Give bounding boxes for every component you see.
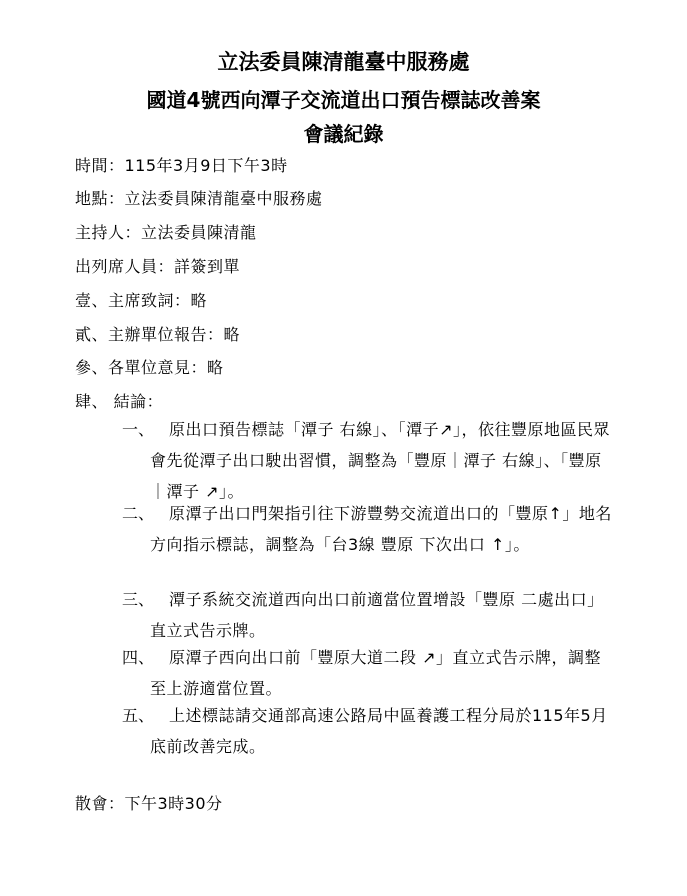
conclusion-item [122,700,612,762]
section-conclusions-heading: 肆、 結論： [75,392,164,411]
section-unit-opinions: 參、各單位意見：略 [75,358,224,377]
conclusion-item [122,498,612,560]
conclusion-number: 四、 [122,648,155,667]
section-host-report: 貳、主辦單位報告：略 [75,325,241,344]
meeting-time: 時間：115年3月9日下午3時 [75,156,288,175]
conclusion-number: 五、 [122,706,155,725]
conclusion-text: 潭子系統交流道西向出口前適當位置增設「豐原 二處出口」直立式告示牌。 [150,590,604,640]
meeting-adjourn: 散會：下午3時30分 [75,794,223,813]
section-chair-remarks: 壹、主席致詞：略 [75,291,208,310]
document-title: 立法委員陳清龍臺中服務處 [217,50,470,74]
conclusion-text: 原潭子西向出口前「豐原大道二段 ↗」直立式告示牌，調整至上游適當位置。 [150,648,601,698]
conclusion-number: 二、 [122,504,155,523]
conclusion-item [122,414,612,507]
meeting-attendees: 出列席人員：詳簽到單 [75,257,241,276]
conclusion-number: 三、 [122,590,155,609]
conclusion-text: 原出口預告標誌「潭子 右線」、「潭子↗」，依往豐原地區民眾會先從潭子出口駛出習慣，調整為「豐原｜潭子 右線」、「豐原｜潭子 ↗」。 [150,420,610,501]
conclusion-text: 上述標誌請交通部高速公路局中區養護工程分局於115年5月底前改善完成。 [150,706,608,756]
meeting-host: 主持人：立法委員陳清龍 [75,223,257,242]
meeting-place: 地點：立法委員陳清龍臺中服務處 [75,189,323,208]
conclusion-item [122,642,612,704]
conclusion-number: 一、 [122,420,155,439]
conclusion-item [122,584,612,646]
document-subtitle: 國道4號西向潭子交流道出口預告標誌改善案 [146,88,541,112]
conclusion-text: 原潭子出口門架指引往下游豐勢交流道出口的「豐原↑」地名方向指示標誌，調整為「台3線 豐原 下次出口 ↑」。 [150,504,612,554]
document-type: 會議紀錄 [303,122,384,146]
